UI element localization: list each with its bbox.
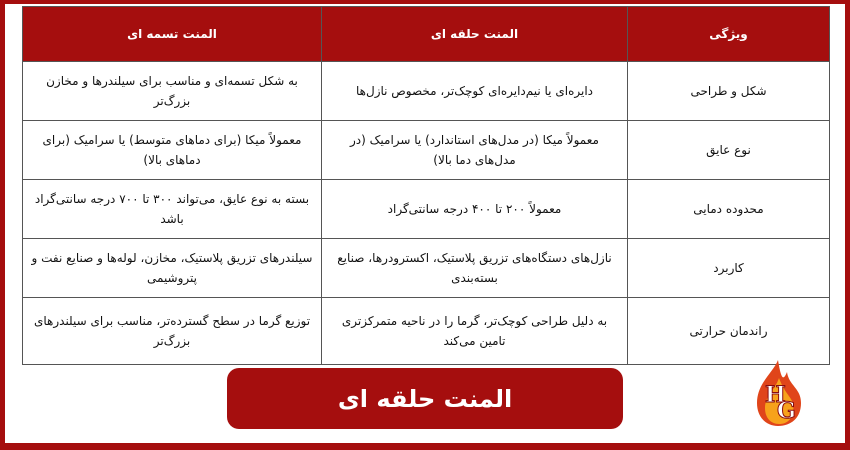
table-cell: معمولاً میکا (برای دماهای متوسط) یا سرامیک (برای دماهای بالا) <box>23 121 322 180</box>
table-cell: معمولاً ۲۰۰ تا ۴۰۰ درجه سانتی‌گراد <box>322 180 628 239</box>
comparison-table <box>22 6 830 365</box>
header-strip-heater: المنت تسمه ای <box>23 7 322 62</box>
table-row <box>23 121 830 180</box>
flame-logo-icon <box>743 358 813 428</box>
table-row <box>23 298 830 365</box>
table-cell: معمولاً میکا (در مدل‌های استاندارد) یا سرامیک (در مدل‌های دما بالا) <box>322 121 628 180</box>
table-row <box>23 62 830 121</box>
table-cell: نازل‌های دستگاه‌های تزریق پلاستیک، اکسترودرها، صنایع بسته‌بندی <box>322 239 628 298</box>
row-label: کاربرد <box>628 239 830 298</box>
svg-text:G: G <box>777 398 796 424</box>
svg-text:H: H <box>765 382 786 408</box>
row-label: نوع عایق <box>628 121 830 180</box>
table-row <box>23 180 830 239</box>
table-cell: به دلیل طراحی کوچک‌تر، گرما را در ناحیه متمرکزتری تامین می‌کند <box>322 298 628 365</box>
row-label: شکل و طراحی <box>628 62 830 121</box>
table-cell: بسته به نوع عایق، می‌تواند ۳۰۰ تا ۷۰۰ درجه سانتی‌گراد باشد <box>23 180 322 239</box>
title-banner: المنت حلقه ای <box>227 368 623 429</box>
table-header-row <box>23 7 830 62</box>
row-label: محدوده دمایی <box>628 180 830 239</box>
table-row <box>23 239 830 298</box>
table-cell: سیلندرهای تزریق پلاستیک، مخازن، لوله‌ها و صنایع نفت و پتروشیمی <box>23 239 322 298</box>
row-label: راندمان حرارتی <box>628 298 830 365</box>
table-cell: دایره‌ای یا نیم‌دایره‌ای کوچک‌تر، مخصوص نازل‌ها <box>322 62 628 121</box>
header-feature: ویژگی <box>628 7 830 62</box>
table-cell: توزیع گرما در سطح گسترده‌تر، مناسب برای سیلندرهای بزرگ‌تر <box>23 298 322 365</box>
header-band-heater: المنت حلقه ای <box>322 7 628 62</box>
table-cell: به شکل تسمه‌ای و مناسب برای سیلندرها و مخازن بزرگ‌تر <box>23 62 322 121</box>
